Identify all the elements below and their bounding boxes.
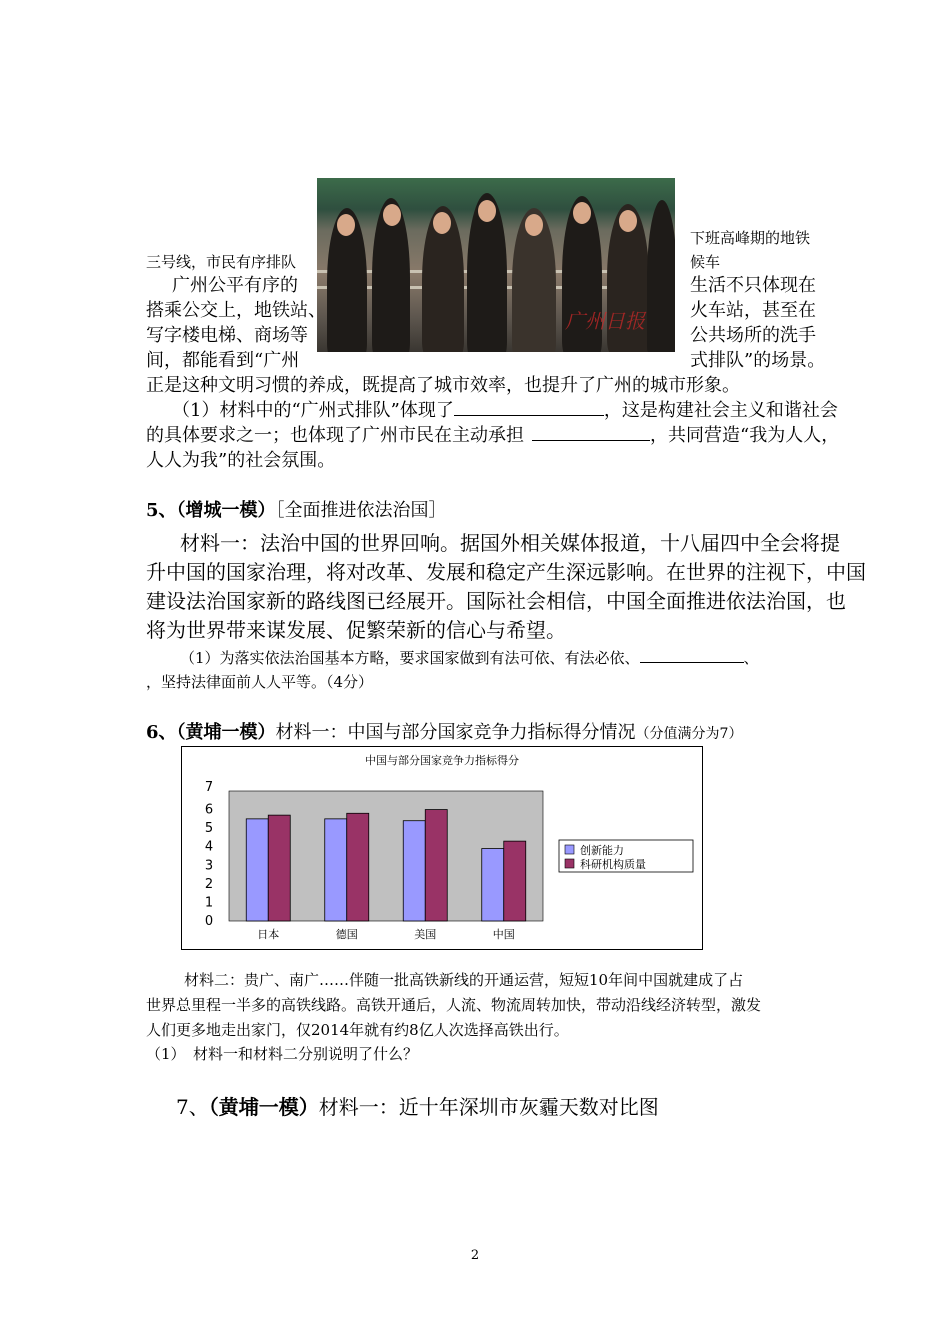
q5-heading <box>146 496 447 525</box>
q5-q1-text: （1）为落实依法治国基本方略，要求国家做到有法可依、有法必依、 <box>180 649 640 667</box>
legend-label: 创新能力 <box>580 844 624 857</box>
q6-question1: （1） 材料一和材料二分别说明了什么？ <box>146 1045 419 1063</box>
q5-material1-line3: 建设法治国家新的路线图已经展开。国际社会相信，中国全面推进依法治国，也 <box>146 589 846 613</box>
material4-row2-right: 火车站，甚至在 <box>690 300 816 321</box>
material4-row4-right: 式排队”的场景。 <box>690 350 826 371</box>
photo-watermark: 广州日报 <box>565 309 645 333</box>
answer-blank[interactable] <box>454 399 604 416</box>
material4-row3-right: 公共场所的洗手 <box>690 325 816 346</box>
bar-research <box>347 813 369 921</box>
photo-caption-right-1: 下班高峰期的地铁 <box>690 229 811 247</box>
legend-swatch <box>565 859 574 868</box>
y-tick-label: 1 <box>204 895 214 911</box>
q5-question1-line1 <box>180 646 759 670</box>
q5-material1-line4: 将为世界带来谋发展、促繁荣新的信心与希望。 <box>146 618 566 642</box>
q6-heading <box>146 718 742 749</box>
q6-heading-material: 材料一：中国与部分国家竞争力指标得分情况 <box>275 722 636 743</box>
q6-heading-source: 6、（黄埔一模） <box>146 722 276 743</box>
q7-heading <box>176 1092 659 1122</box>
page-number: 2 <box>470 1248 480 1263</box>
y-tick-label: 0 <box>204 914 214 929</box>
material4-row2-left: 搭乘公交上，地铁站、 <box>146 300 326 321</box>
y-tick-label: 2 <box>204 876 214 892</box>
y-tick-label: 7 <box>204 780 214 795</box>
q6-heading-note: （分值满分为7） <box>635 726 743 742</box>
material4-row1-right: 生活不只体现在 <box>690 275 816 296</box>
q5-material1-line1: 材料一：法治中国的世界回响。据国外相关媒体报道，十八届四中全会将提 <box>180 531 840 555</box>
competitiveness-chart <box>181 746 703 950</box>
photo-caption-left: 三号线，市民有序排队 <box>146 253 297 271</box>
bar-research <box>268 815 290 921</box>
legend-swatch <box>565 845 574 854</box>
x-tick-label: 美国 <box>414 928 437 941</box>
q6-material2-line2: 世界总里程一半多的高铁线路。高铁开通后，人流、物流周转加快，带动沿线经济转型，激发 <box>146 996 762 1014</box>
q1-line2-text-a: 的具体要求之一；也体现了广州市民在主动承担 <box>146 425 524 446</box>
bar-innovation <box>482 849 504 921</box>
q1-text-b: ，这是构建社会主义和谐社会 <box>603 400 838 421</box>
q5-material1-line2: 升中国的国家治理，将对改革、发展和稳定产生深远影响。在世界的注视下，中国 <box>146 560 866 584</box>
subway-queue-photo <box>317 178 675 352</box>
bar-innovation <box>403 821 425 921</box>
q6-material2-line3: 人们更多地走出家门，仅2014年就有约8亿人次选择高铁出行。 <box>146 1021 569 1039</box>
material4-line5: 正是这种文明习惯的养成，既提高了城市效率，也提升了广州的城市形象。 <box>146 375 740 396</box>
x-tick-label: 中国 <box>492 928 515 941</box>
y-tick-label: 4 <box>204 839 214 855</box>
material4-row1-left: 广州公平有序的 <box>172 275 298 296</box>
bar-innovation <box>246 819 268 921</box>
answer-blank[interactable] <box>640 646 744 663</box>
x-tick-label: 德国 <box>335 928 358 941</box>
q6-material2-line1: 材料二：贵广、南广……伴随一批高铁新线的开通运营，短短10年间中国就建成了占 <box>184 971 744 989</box>
q1-text-a: （1）材料中的“广州式排队”体现了 <box>172 400 454 421</box>
bar-research <box>504 841 526 921</box>
q5-heading-source: 5、（增城一模） <box>146 500 276 521</box>
q7-heading-source: （黄埔一模） <box>208 1095 319 1119</box>
y-tick-label: 6 <box>204 802 214 818</box>
legend-label: 科研机构质量 <box>580 858 646 871</box>
material4-row4-left: 间，都能看到“广州 <box>146 350 300 371</box>
q5-question1-line2: ，坚持法律面前人人平等。（4分） <box>146 673 374 691</box>
bar-research <box>425 810 447 921</box>
x-tick-label: 日本 <box>257 928 280 941</box>
material4-question1-line3: 人人为我”的社会氛围。 <box>146 450 336 471</box>
bar-innovation <box>325 819 347 921</box>
q7-heading-material: 材料一：近十年深圳市灰霾天数对比图 <box>318 1095 659 1119</box>
q7-heading-num: 7、 <box>176 1095 209 1119</box>
chart-svg <box>182 747 702 949</box>
q5-heading-topic: ［全面推进依法治国］ <box>275 500 447 521</box>
y-tick-label: 3 <box>204 858 214 874</box>
q1-line2-text-b: ，共同营造“我为人人， <box>650 425 840 446</box>
photo-caption-right-2: 候车 <box>690 253 721 271</box>
answer-blank[interactable] <box>532 424 650 441</box>
y-tick-label: 5 <box>204 821 214 837</box>
chart-title: 中国与部分国家竞争力指标得分 <box>365 754 519 767</box>
q5-q1-sep: 、 <box>743 649 759 667</box>
material4-row3-left: 写字楼电梯、商场等 <box>146 325 308 346</box>
